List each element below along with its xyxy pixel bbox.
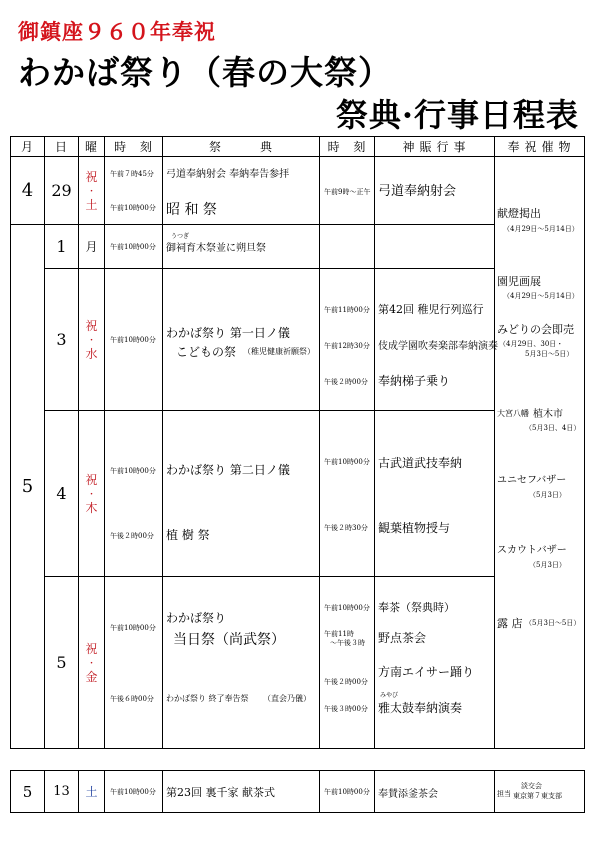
- ceremony-cell: 弓道奉納射会 奉納奉告参拝 昭 和 祭: [163, 157, 320, 225]
- dow-cell: 祝 · 木: [79, 411, 105, 577]
- ceremony-cell: わかば祭り 第一日ノ儀 こどもの祭 （稚児健康祈願祭）: [163, 269, 320, 411]
- tea-ceremony-table: [10, 770, 585, 813]
- sub-event-cell: 奉茶（祭典時） 野点茶会 方南エイサー踊り みやび 雅太鼓奉納演奏: [375, 577, 495, 749]
- ceremony-cell: うつぎ 御祠育木祭並に朔旦祭: [163, 225, 320, 269]
- sub-time-cell: 午前10時00分: [320, 771, 375, 813]
- table-row: [11, 157, 585, 225]
- ceremony-cell: 第23回 裏千家 献茶式: [163, 771, 320, 813]
- day-cell: 5: [45, 577, 79, 749]
- sub-time-cell: 午前11時00分 午前12時30分 午後２時00分: [320, 269, 375, 411]
- dow-cell: 祝 · 水: [79, 269, 105, 411]
- col-time2: 時 刻: [320, 137, 375, 157]
- host-cell: 担当 淡交会 東京第７東支部: [495, 771, 585, 813]
- time-cell: 午前10時00分 午後６時00分: [105, 577, 163, 749]
- month-cell: 5: [11, 771, 45, 813]
- time-cell: 午前10時00分: [105, 225, 163, 269]
- table-row: [11, 771, 585, 813]
- col-dow: 曜: [79, 137, 105, 157]
- sub-time-cell: [320, 225, 375, 269]
- sub-event-cell: 弓道奉納射会: [375, 157, 495, 225]
- day-cell: 3: [45, 269, 79, 411]
- day-cell: 4: [45, 411, 79, 577]
- month-cell: 4: [11, 157, 45, 225]
- ceremony-cell: わかば祭り 当日祭（尚武祭） わかば祭り 終了奉告祭 （直会乃儀）: [163, 577, 320, 749]
- col-time: 時 刻: [105, 137, 163, 157]
- day-cell: 29: [45, 157, 79, 225]
- sub-event-cell: [375, 225, 495, 269]
- sub-event-cell: 第42回 稚児行列巡行 伎成学園吹奏楽部奉納演奏 奉納梯子乗り: [375, 269, 495, 411]
- col-day: 日: [45, 137, 79, 157]
- ceremony-cell: わかば祭り 第二日ノ儀 植 樹 祭: [163, 411, 320, 577]
- day-cell: 1: [45, 225, 79, 269]
- sub-time-cell: 午前10時00分 午前11時 〜午後３時 午後２時00分 午後３時00分: [320, 577, 375, 749]
- col-month: 月: [11, 137, 45, 157]
- page-subtitle: 祭典·行事日程表: [335, 96, 579, 134]
- sub-time-cell: 午前9時〜正午: [320, 157, 375, 225]
- schedule-table: [10, 136, 585, 749]
- time-cell: 午前７時45分 午前10時00分: [105, 157, 163, 225]
- dow-cell: 月: [79, 225, 105, 269]
- celebration-events-cell: 献燈掲出 （4月29日〜5月14日） 園児画展 （4月29日〜5月14日） みどりの会即売 （4月29日、30日・ 5月3日〜5日） 大宮八幡 植木市 （5月3日、4日） ユニセフバザー （5月3日） スカウトバザー （5月3日） 露 店 （5月3日〜5日）: [495, 157, 585, 749]
- day-cell: 13: [45, 771, 79, 813]
- dow-cell: 祝 · 土: [79, 157, 105, 225]
- page-title: わかば祭り（春の大祭）: [18, 53, 392, 92]
- time-cell: 午前10時00分: [105, 269, 163, 411]
- time-cell: 午前10時00分: [105, 771, 163, 813]
- sub-time-cell: 午前10時00分 午後２時30分: [320, 411, 375, 577]
- dow-cell: 祝 · 金: [79, 577, 105, 749]
- dow-cell: 土: [79, 771, 105, 813]
- sub-event-cell: 奉賛添釜茶会: [375, 771, 495, 813]
- header-row: [11, 137, 585, 157]
- col-ceremony: 祭 典: [163, 137, 320, 157]
- col-shrine-events: 神賑行事: [375, 137, 495, 157]
- sub-event-cell: 古武道武技奉納 観葉植物授与: [375, 411, 495, 577]
- month-cell: 5: [11, 225, 45, 749]
- time-cell: 午前10時00分 午後２時00分: [105, 411, 163, 577]
- anniversary-heading: 御鎮座９６０年奉祝: [18, 19, 216, 44]
- col-celebration: 奉祝催物: [495, 137, 585, 157]
